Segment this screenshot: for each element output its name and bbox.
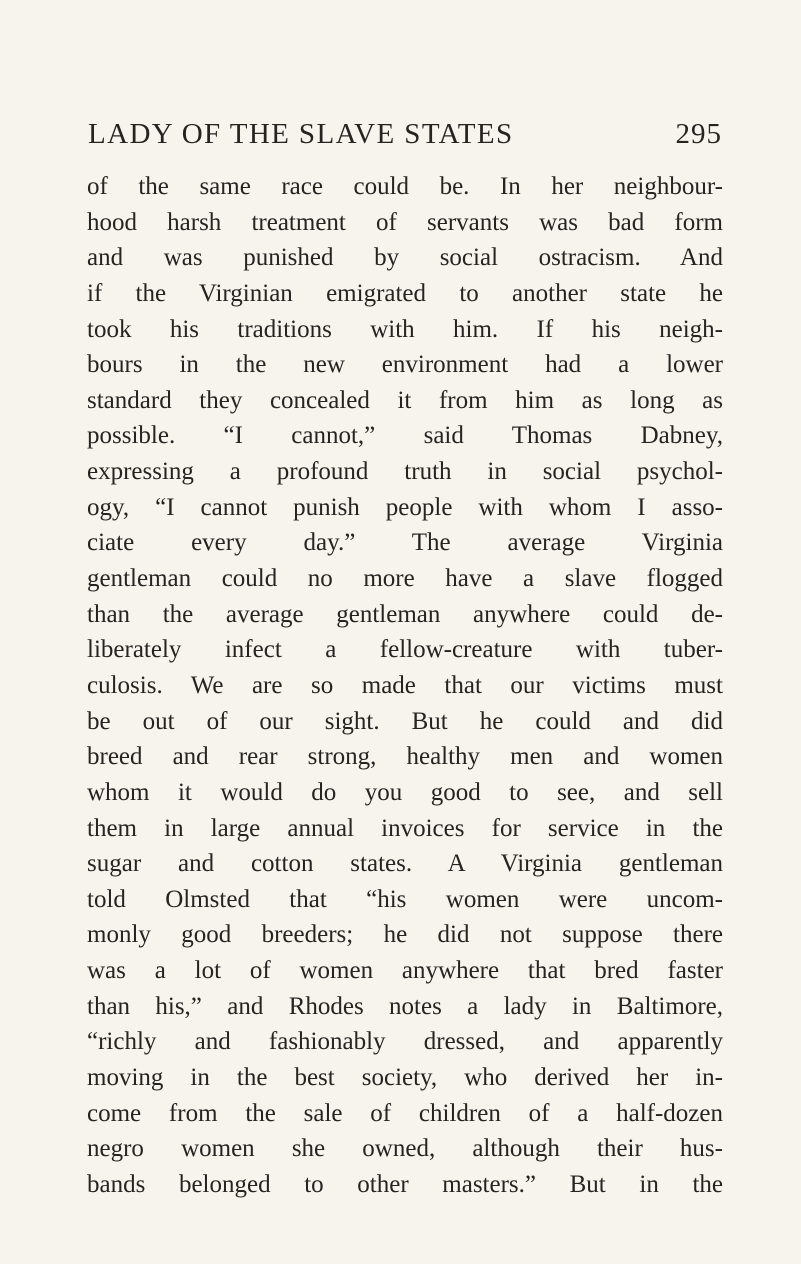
text-line: “richly and fashionably dressed, and apparently [87, 1028, 723, 1056]
text-line: bours in the new environment had a lower [87, 351, 723, 379]
text-line: bands belonged to other masters.” But in the [87, 1170, 723, 1198]
text-line: negro women she owned, although their hus- [87, 1135, 723, 1163]
text-line: hood harsh treatment of servants was bad form [87, 208, 723, 236]
text-line: was a lot of women anywhere that bred faster [87, 957, 723, 985]
running-title: LADY OF THE SLAVE STATES [88, 118, 514, 150]
running-head [88, 116, 722, 152]
text-line: moving in the best society, who derived her in- [87, 1064, 723, 1092]
text-line: liberately infect a fellow-creature with tuber- [87, 636, 723, 664]
text-line: possible. “I cannot,” said Thomas Dabney, [87, 422, 723, 450]
text-line: standard they concealed it from him as long as [87, 386, 723, 414]
text-line: than the average gentleman anywhere could de- [87, 600, 723, 628]
text-line: took his traditions with him. If his neigh- [87, 315, 723, 343]
text-line: ogy, “I cannot punish people with whom I asso- [87, 493, 723, 521]
page-number: 295 [675, 118, 722, 150]
text-line: be out of our sight. But he could and did [87, 707, 723, 735]
text-line: gentleman could no more have a slave flogged [87, 565, 723, 593]
text-line: come from the sale of children of a half-dozen [87, 1099, 723, 1127]
text-line: culosis. We are so made that our victims must [87, 671, 723, 699]
body-text [87, 169, 723, 1203]
text-line: told Olmsted that “his women were uncom- [87, 885, 723, 913]
text-line: of the same race could be. In her neighbour- [87, 173, 723, 200]
text-line: sugar and cotton states. A Virginia gentleman [87, 850, 723, 878]
text-line: expressing a profound truth in social psychol- [87, 458, 723, 486]
text-line: ciate every day.” The average Virginia [87, 529, 723, 557]
text-line: if the Virginian emigrated to another state he [87, 279, 723, 307]
text-line: breed and rear strong, healthy men and women [87, 743, 723, 771]
text-line: monly good breeders; he did not suppose there [87, 921, 723, 949]
text-line: them in large annual invoices for service in the [87, 814, 723, 842]
text-line: whom it would do you good to see, and sell [87, 778, 723, 806]
text-line: and was punished by social ostracism. And [87, 244, 723, 272]
text-line: than his,” and Rhodes notes a lady in Baltimore, [87, 992, 723, 1020]
